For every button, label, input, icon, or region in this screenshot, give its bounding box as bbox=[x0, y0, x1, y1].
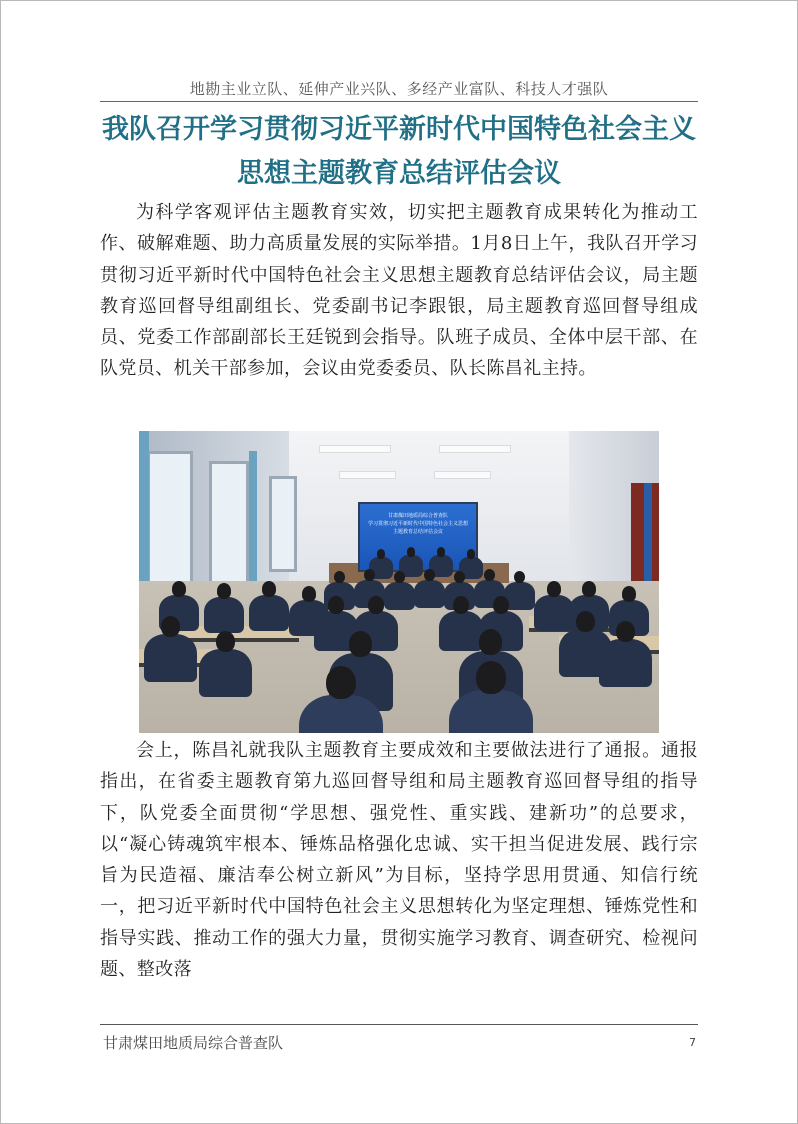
attendee-head bbox=[616, 621, 635, 642]
attendee-head bbox=[437, 547, 446, 557]
attendee-head bbox=[484, 569, 495, 581]
attendee-body bbox=[249, 595, 289, 631]
screen-line: 学习贯彻习近平新时代中国特色社会主义思想 bbox=[367, 521, 468, 527]
attendee-body bbox=[599, 639, 652, 687]
screen-line: 主题教育总结评估会议 bbox=[392, 529, 443, 535]
attendee-head bbox=[368, 596, 384, 614]
attendee-head bbox=[377, 549, 386, 559]
attendee-head bbox=[622, 586, 636, 602]
attendee-head bbox=[302, 586, 316, 602]
attendee-head bbox=[453, 596, 469, 614]
attendee-head bbox=[582, 581, 596, 597]
page-number: 7 bbox=[689, 1036, 696, 1049]
attendee-body bbox=[534, 595, 574, 631]
photo-ceiling-light bbox=[339, 471, 396, 479]
attendee-body bbox=[204, 597, 244, 633]
header-rule bbox=[100, 101, 698, 102]
attendee-head bbox=[493, 596, 509, 614]
article-title: 我队召开学习贯彻习近平新时代中国特色社会主义思想主题教育总结评估会议 bbox=[102, 114, 696, 189]
attendee-body bbox=[299, 695, 383, 733]
attendee-head bbox=[217, 583, 231, 599]
running-header: 地勘主业立队、延伸产业兴队、多经产业富队、科技人才强队 bbox=[189, 80, 609, 98]
paragraph-1: 为科学客观评估主题教育实效，切实把主题教育成果转化为推动工作、破解难题、助力高质量发展的实际举措。1月8日上午，我队召开学习贯彻习近平新时代中国特色社会主义思想主题教育总结评估会议，局主题教育巡回督导组副组长、党委副书记李跟银，局主题教育巡回督导组成员、党委工作部副部长王廷锐到会指导。队班子成员、全体中层干部、在队党员、机关干部参加，会议由党委委员、队长陈昌礼主持。 bbox=[100, 202, 698, 380]
photo-ceiling-light bbox=[319, 445, 391, 453]
attendee-head bbox=[262, 581, 276, 597]
attendee-head bbox=[334, 571, 345, 583]
attendee-head bbox=[326, 666, 356, 699]
attendee-head bbox=[479, 629, 502, 655]
attendee-head bbox=[216, 631, 235, 652]
attendee-head bbox=[476, 661, 506, 694]
photo-window bbox=[209, 461, 249, 587]
attendee-head bbox=[514, 571, 525, 583]
photo-ceiling-light bbox=[434, 471, 491, 479]
attendee-body bbox=[449, 690, 533, 733]
attendee-head bbox=[349, 631, 372, 657]
footer-rule bbox=[100, 1024, 698, 1025]
attendee-head bbox=[454, 571, 465, 583]
screen-line: 甘肃煤田地质局综合普查队 bbox=[387, 513, 448, 519]
attendee-body bbox=[144, 634, 197, 682]
footer-organization: 甘肃煤田地质局综合普查队 bbox=[103, 1034, 284, 1052]
attendee-head bbox=[161, 616, 180, 637]
attendee-body bbox=[414, 580, 445, 608]
attendee-head bbox=[328, 596, 344, 614]
paragraph-2: 会上，陈昌礼就我队主题教育主要成效和主要做法进行了通报。通报指出，在省委主题教育第九巡回督导组和局主题教育巡回督导组的指导下，队党委全面贯彻“学思想、强党性、重实践、建新功”的总要求，以“凝心铸魂筑牢根本、锤炼品格强化忠诚、实干担当促进发展、践行宗旨为民造福、廉洁奉公树立新风”为目标，坚持学思用贯通、知信行统一，把习近平新时代中国特色社会主义思想转化为坚定理想、锤炼党性和指导实践、推动工作的强大力量，贯彻实施学习教育、调查研究、检视问题、整改落 bbox=[100, 740, 698, 981]
attendee-head bbox=[547, 581, 561, 597]
attendee-head bbox=[467, 549, 476, 559]
photo-ceiling-light bbox=[439, 445, 511, 453]
attendee-head bbox=[364, 569, 375, 581]
attendee-head bbox=[407, 547, 416, 557]
attendee-body bbox=[199, 649, 252, 697]
attendee-head bbox=[394, 571, 405, 583]
meeting-photo bbox=[139, 431, 659, 733]
photo-window bbox=[269, 476, 297, 572]
photo-curtain bbox=[249, 451, 257, 591]
attendee-body bbox=[384, 582, 415, 610]
attendee-head bbox=[172, 581, 186, 597]
attendee-body bbox=[439, 611, 483, 651]
attendee-head bbox=[424, 569, 435, 581]
attendee-head bbox=[576, 611, 595, 632]
